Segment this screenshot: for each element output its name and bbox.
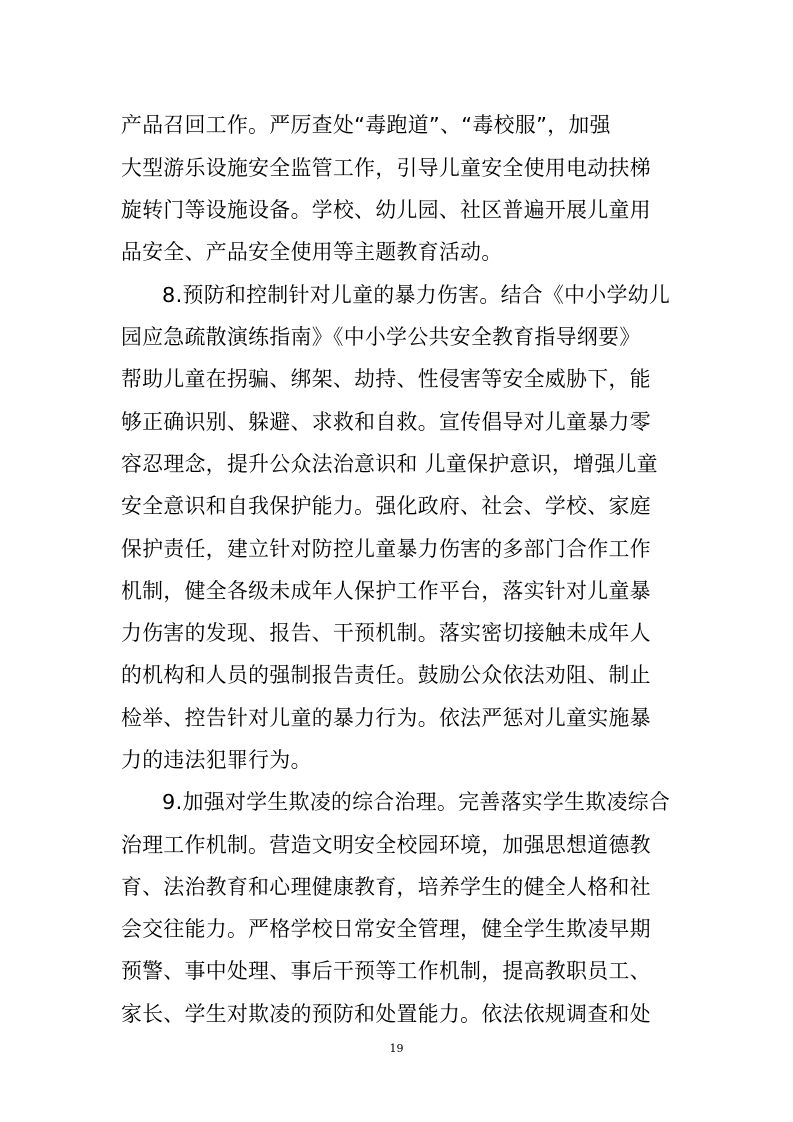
text-line: 检举、控告针对儿童的暴力行为。依法严惩对儿童实施暴	[121, 706, 651, 730]
text-line: 治理工作机制。营造文明安全校园环境，加强思想道德教	[121, 833, 651, 857]
text-line: 的机构和人员的强制报告责任。鼓励公众依法劝阻、制止	[121, 663, 651, 687]
text-line: 帮助儿童在拐骗、绑架、劫持、性侵害等安全威胁下，能	[121, 367, 651, 391]
text-line: 会交往能力。严格学校日常安全管理，健全学生欺凌早期	[121, 917, 651, 941]
text-line: 安全意识和自我保护能力。强化政府、社会、学校、家庭	[121, 494, 651, 518]
text-line: 家长、学生对欺凌的预防和处置能力。依法依规调查和处	[121, 1002, 651, 1026]
text-line: 力伤害的发现、报告、干预机制。落实密切接触未成年人	[121, 621, 651, 645]
text-line: 育、法治教育和心理健康教育，培养学生的健全人格和社	[121, 875, 651, 899]
text-line: 产品召回工作。严厉查处“毒跑道”、“毒校服”，加强	[121, 113, 611, 137]
text-line: 大型游乐设施安全监管工作，引导儿童安全使用电动扶梯	[121, 156, 651, 180]
text-line: 旋转门等设施设备。学校、幼儿园、社区普遍开展儿童用	[121, 198, 651, 222]
text-line: 品安全、产品安全使用等主题教育活动。	[121, 240, 503, 264]
page-number: 19	[389, 1042, 404, 1055]
text-line: 保护责任，建立针对防控儿童暴力伤害的多部门合作工作	[121, 537, 651, 561]
text-line: 容忍理念，提升公众法治意识和 儿童保护意识，增强儿童	[121, 452, 658, 476]
text-line: 园应急疏散演练指南》《中小学公共安全教育指导纲要》	[121, 325, 641, 349]
text-line: 力的违法犯罪行为。	[121, 748, 312, 772]
text-line: 机制，健全各级未成年人保护工作平台，落实针对儿童暴	[121, 579, 651, 603]
text-line: 预警、事中处理、事后干预等工作机制，提高教职员工、	[121, 959, 651, 983]
text-line: 够正确识别、躲避、求救和自救。宣传倡导对儿童暴力零	[121, 410, 651, 434]
paragraph-8-heading: 8.预防和控制针对儿童的暴力伤害。结合《中小学幼儿	[162, 283, 671, 307]
paragraph-9-heading: 9.加强对学生欺凌的综合治理。完善落实学生欺凌综合	[162, 790, 671, 814]
